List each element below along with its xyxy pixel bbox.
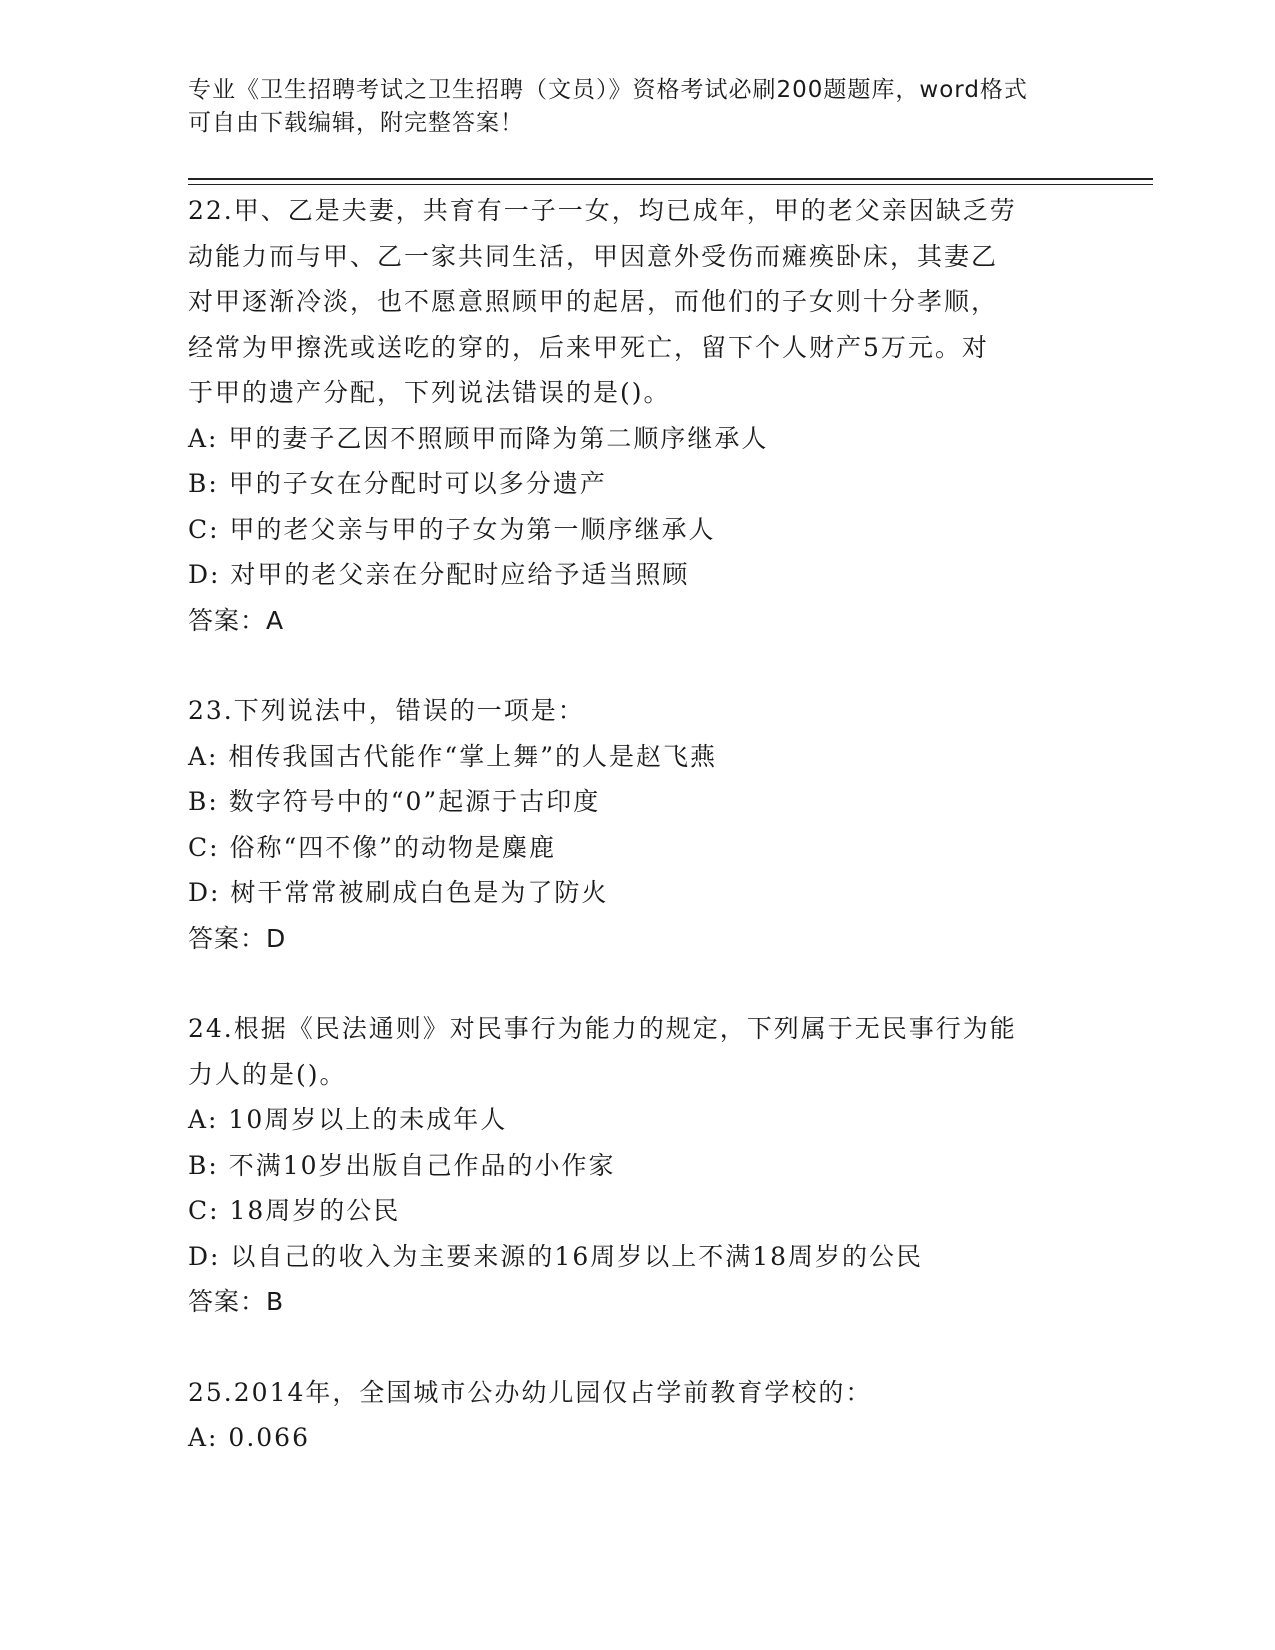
option-b: B: 数字符号中的“0”起源于古印度 [188, 787, 601, 816]
option-c: C: 甲的老父亲与甲的子女为第一顺序继承人 [188, 514, 716, 544]
question-stem-line: 于甲的遗产分配，下列说法错误的是()。 [188, 378, 671, 407]
header-title-line-2: 可自由下载编辑，附完整答案！ [188, 110, 524, 136]
option-c: C: 俗称“四不像”的动物是麋鹿 [188, 832, 557, 862]
option-a: A: 相传我国古代能作“掌上舞”的人是赵飞燕 [188, 741, 717, 771]
header-divider-thin [188, 184, 1153, 185]
option-d: D: 以自己的收入为主要来源的16周岁以上不满18周岁的公民 [188, 1241, 924, 1271]
question-stem-line: 动能力而与甲、乙一家共同生活，甲因意外受伤而瘫痪卧床，其妻乙 [188, 241, 999, 271]
option-b: B: 不满10岁出版自己作品的小作家 [188, 1150, 616, 1180]
option-d: D: 树干常常被刷成白色是为了防火 [188, 878, 609, 907]
option-a: A: 10周岁以上的未成年人 [188, 1105, 508, 1134]
document-header [188, 74, 1068, 140]
option-b: B: 甲的子女在分配时可以多分遗产 [188, 469, 607, 498]
question-spacer [188, 961, 1088, 1006]
answer-label: 答案：A [188, 605, 285, 635]
question-spacer [188, 643, 1088, 688]
question-23 [188, 688, 1088, 961]
question-stem-line: 24.根据《民法通则》对民事行为能力的规定，下列属于无民事行为能 [188, 1014, 1017, 1043]
question-24 [188, 1006, 1088, 1325]
question-spacer [188, 1325, 1088, 1370]
header-title-line-1: 专业《卫生招聘考试之卫生招聘（文员）》资格考试必刷200题题库，word格式 [188, 77, 1028, 103]
question-stem-line: 对甲逐渐冷淡，也不愿意照顾甲的起居，而他们的子女则十分孝顺， [188, 287, 999, 316]
question-stem-line: 经常为甲擦洗或送吃的穿的，后来甲死亡，留下个人财产5万元。对 [188, 332, 989, 362]
question-stem-line: 23.下列说法中，错误的一项是： [188, 696, 585, 725]
question-stem-line: 22.甲、乙是夫妻，共育有一子一女，均已成年，甲的老父亲因缺乏劳 [188, 196, 1017, 225]
question-25 [188, 1370, 1088, 1461]
option-a: A: 0.066 [188, 1423, 310, 1452]
option-c: C: 18周岁的公民 [188, 1196, 401, 1225]
question-list [188, 188, 1088, 1461]
question-stem-line: 25.2014年，全国城市公办幼儿园仅占学前教育学校的： [188, 1377, 873, 1407]
question-stem-line: 力人的是()。 [188, 1059, 347, 1089]
answer-label: 答案：B [188, 1287, 285, 1316]
option-a: A: 甲的妻子乙因不照顾甲而降为第二顺序继承人 [188, 423, 769, 453]
option-d: D: 对甲的老父亲在分配时应给予适当照顾 [188, 560, 690, 589]
answer-label: 答案：D [188, 923, 287, 953]
question-22 [188, 188, 1088, 643]
header-divider-thick [188, 178, 1153, 180]
